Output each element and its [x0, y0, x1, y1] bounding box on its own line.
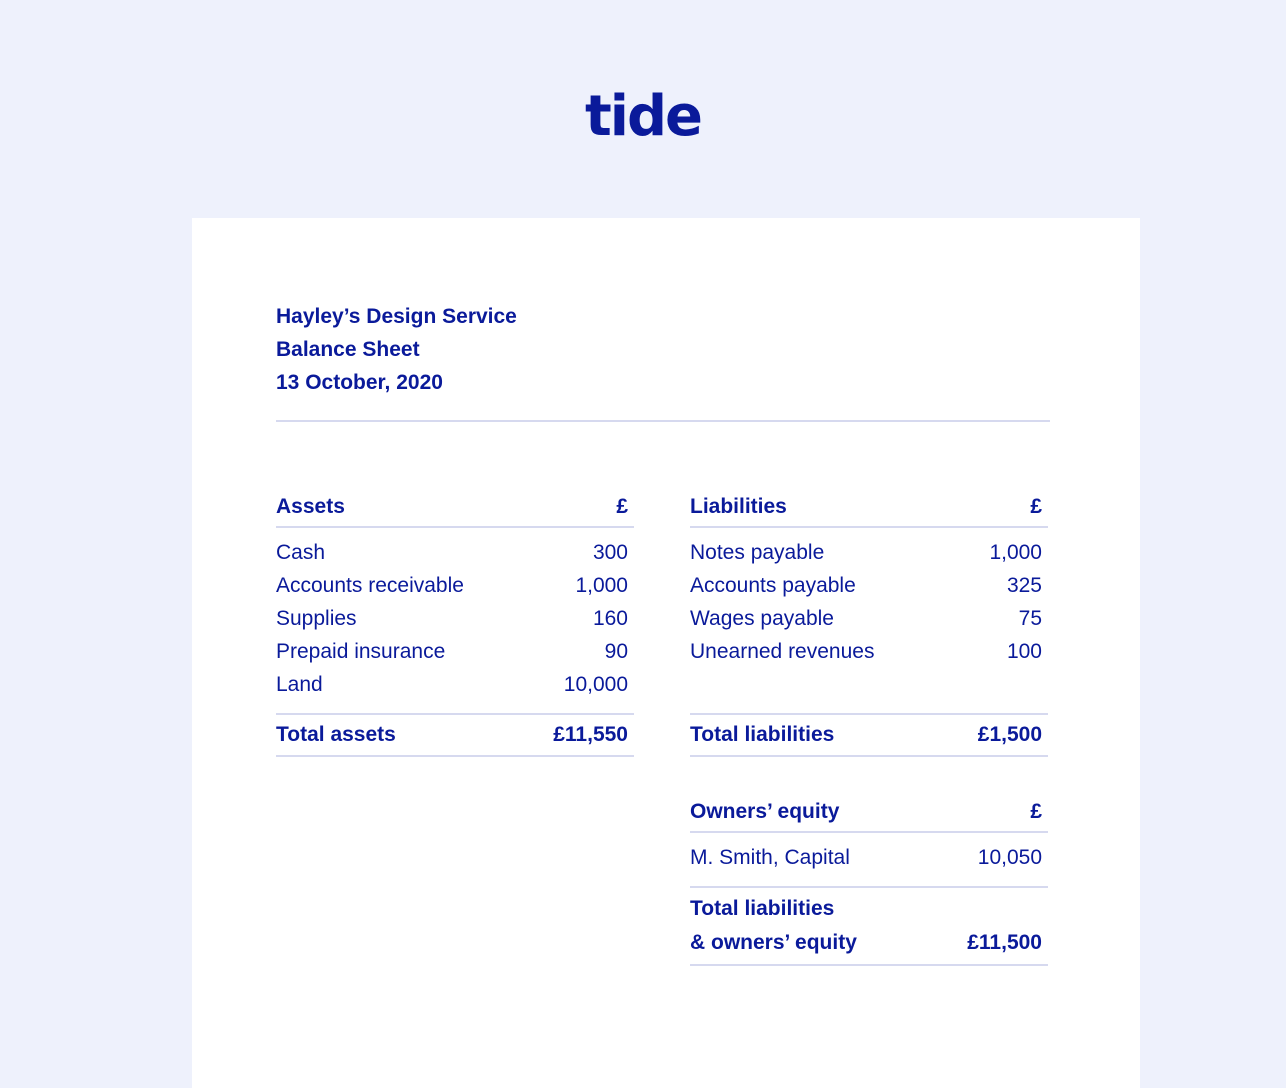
liabilities-currency: £ — [1030, 495, 1042, 518]
assets-currency: £ — [616, 495, 628, 518]
assets-heading-row — [276, 488, 634, 526]
total-liabilities-label: Total liabilities — [690, 723, 835, 746]
table-row — [276, 668, 634, 701]
row-value: 10,050 — [977, 845, 1042, 869]
table-row — [690, 602, 1048, 635]
row-value: 1,000 — [989, 540, 1042, 564]
row-label: Prepaid insurance — [276, 639, 446, 663]
table-row — [690, 569, 1048, 602]
row-label: M. Smith, Capital — [690, 845, 850, 869]
row-value: 1,000 — [575, 573, 628, 597]
assets-total-row — [276, 715, 634, 755]
row-value: 10,000 — [563, 672, 628, 696]
equity-heading-row — [690, 793, 1048, 831]
row-value: 100 — [1006, 639, 1042, 663]
row-value: 90 — [604, 639, 628, 663]
liabilities-total-row — [690, 715, 1048, 755]
row-label: Accounts payable — [690, 573, 856, 597]
equity-currency: £ — [1030, 800, 1042, 823]
equity-heading: Owners’ equity — [690, 800, 840, 823]
table-row — [276, 569, 634, 602]
table-row — [276, 536, 634, 569]
table-row — [690, 635, 1048, 668]
row-label: Land — [276, 672, 323, 696]
table-row — [690, 536, 1048, 569]
liabilities-section — [690, 488, 1048, 966]
total-liabilities-equity-label-line2: & owners’ equity — [690, 931, 857, 954]
row-label: Notes payable — [690, 540, 825, 564]
header-divider — [276, 420, 1050, 422]
row-label: Wages payable — [690, 606, 834, 630]
row-label: Accounts receivable — [276, 573, 464, 597]
liabilities-heading: Liabilities — [690, 495, 787, 518]
document-title: Balance Sheet — [276, 338, 420, 361]
row-label: Cash — [276, 540, 326, 564]
row-value: 325 — [1006, 573, 1042, 597]
row-value: 160 — [592, 606, 628, 630]
divider — [690, 964, 1048, 966]
row-value: 75 — [1018, 606, 1042, 630]
assets-heading: Assets — [276, 495, 345, 518]
total-assets-label: Total assets — [276, 723, 396, 746]
assets-section — [276, 488, 634, 757]
document-header — [276, 300, 517, 399]
row-value: 300 — [592, 540, 628, 564]
table-row — [276, 602, 634, 635]
row-label: Supplies — [276, 606, 357, 630]
total-liabilities-equity-label-line1: Total liabilities — [690, 897, 835, 920]
document-date: 13 October, 2020 — [276, 371, 443, 394]
total-liabilities-value: £1,500 — [977, 723, 1042, 746]
liabilities-heading-row — [690, 488, 1048, 526]
tide-logo: tide — [584, 84, 702, 149]
total-liabilities-equity-row — [690, 888, 1048, 964]
row-label: Unearned revenues — [690, 639, 875, 663]
divider — [276, 755, 634, 757]
total-liabilities-equity-value: £11,500 — [967, 931, 1042, 954]
company-name: Hayley’s Design Service — [276, 305, 517, 328]
total-assets-value: £11,550 — [553, 723, 628, 746]
table-row — [276, 635, 634, 668]
table-row — [690, 841, 1048, 874]
balance-sheet-card — [192, 218, 1140, 1088]
